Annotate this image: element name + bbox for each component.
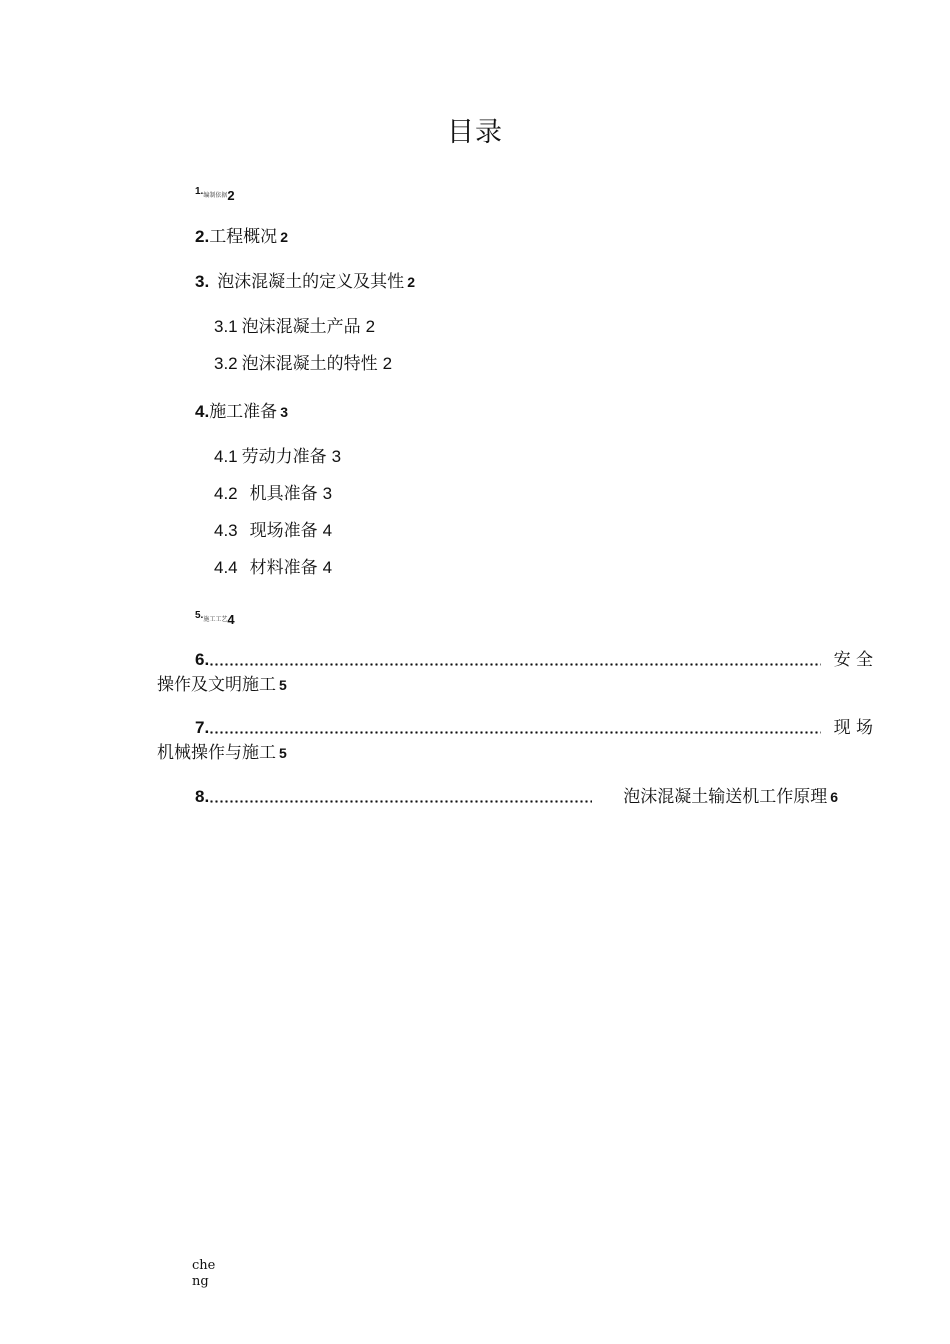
- toc-entry-number: 4.1: [214, 447, 238, 466]
- toc-entry-number: 7.: [195, 718, 210, 737]
- toc-entry-text: 机具准备: [249, 484, 318, 504]
- toc-entry-text: 施工准备: [209, 402, 278, 422]
- toc-entry-number: 2.: [195, 227, 210, 246]
- toc-entry-6-continuation[interactable]: [157, 674, 287, 696]
- toc-entry-number: 4.3: [214, 521, 238, 540]
- toc-entry-number: 4.2: [214, 484, 238, 503]
- toc-entry-text: 泡沫混凝土输送机工作原理: [623, 787, 828, 807]
- toc-entry-number: 4.4: [214, 558, 238, 577]
- toc-entry-text: 机械操作与施工: [157, 743, 276, 763]
- toc-entry-text: 泡沫混凝土产品: [241, 317, 361, 337]
- toc-entry-number: 5.: [195, 610, 204, 621]
- toc-leader-dots: [209, 731, 821, 734]
- toc-entry-text: 编制依据: [203, 192, 228, 199]
- toc-entry-text-start: 现 场: [833, 718, 873, 738]
- toc-entry-5[interactable]: [195, 605, 235, 631]
- toc-entry-text: 泡沫混凝土的特性: [241, 354, 378, 374]
- toc-entry-7-continuation[interactable]: [157, 742, 287, 764]
- toc-entry-page: 2: [227, 188, 235, 203]
- toc-entry-number: 8.: [195, 787, 210, 806]
- toc-entry-page: 3: [322, 484, 333, 503]
- toc-entry-4[interactable]: [195, 401, 288, 423]
- toc-entry-number: 1.: [195, 186, 204, 197]
- toc-entry-page: 2: [382, 354, 393, 373]
- toc-entry-text: 施工工艺: [203, 616, 228, 623]
- toc-entry-1[interactable]: [195, 181, 235, 207]
- toc-entry-text: 泡沫混凝土的定义及其性: [217, 272, 405, 292]
- toc-entry-page: 4: [227, 612, 235, 627]
- toc-leader-dots: [209, 800, 592, 803]
- toc-entry-3-1[interactable]: [214, 316, 375, 338]
- toc-entry-text: 操作及文明施工: [157, 675, 276, 695]
- toc-entry-4-3[interactable]: [214, 520, 332, 542]
- toc-entry-3[interactable]: [195, 271, 415, 293]
- toc-entry-text: 工程概况: [209, 227, 278, 247]
- toc-entry-page: 2: [365, 317, 376, 336]
- toc-entry-text: 现场准备: [249, 521, 318, 541]
- toc-entry-page: 3: [280, 404, 288, 420]
- toc-entry-3-2[interactable]: [214, 353, 392, 375]
- toc-entry-6[interactable]: [195, 649, 873, 671]
- toc-entry-4-1[interactable]: [214, 446, 341, 468]
- toc-entry-number: 4.: [195, 402, 210, 421]
- toc-entry-page: 4: [322, 558, 333, 577]
- toc-entry-number: 3.2: [214, 354, 238, 373]
- toc-entry-page: 5: [279, 745, 287, 761]
- toc-entry-number: 6.: [195, 650, 210, 669]
- toc-entry-page: 2: [407, 274, 415, 290]
- toc-entry-number: 3.1: [214, 317, 238, 336]
- footer-line-1: che: [192, 1258, 216, 1273]
- toc-entry-4-4[interactable]: [214, 557, 332, 579]
- footer-line-2: ng: [192, 1274, 209, 1289]
- page-footer-text: [192, 1258, 215, 1290]
- toc-entry-8[interactable]: [195, 786, 838, 808]
- toc-entry-text: 劳动力准备: [241, 447, 327, 467]
- toc-entry-2[interactable]: [195, 226, 288, 248]
- toc-entry-4-2[interactable]: [214, 483, 332, 505]
- toc-title: 目录: [447, 117, 503, 148]
- toc-entry-page: 2: [280, 229, 288, 245]
- toc-entry-number: 3.: [195, 272, 210, 291]
- toc-leader-dots: [209, 663, 821, 666]
- toc-entry-page: 4: [322, 521, 333, 540]
- toc-entry-7[interactable]: [195, 717, 873, 739]
- toc-entry-page: 6: [830, 789, 838, 805]
- toc-entry-text: 材料准备: [249, 558, 318, 578]
- toc-entry-page: 5: [279, 677, 287, 693]
- toc-entry-text-start: 安 全: [833, 650, 873, 670]
- toc-entry-text-and-page: [623, 786, 838, 808]
- toc-entry-page: 3: [331, 447, 342, 466]
